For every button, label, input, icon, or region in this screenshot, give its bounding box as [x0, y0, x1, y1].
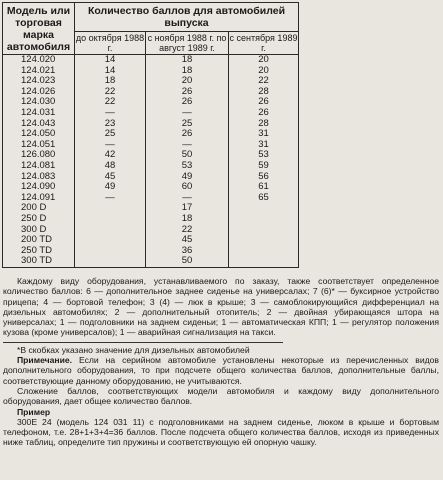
model-cell: 124.026 [3, 87, 75, 98]
model-cell: 124.081 [3, 161, 75, 172]
points-cell-period-3: 22 [229, 76, 299, 87]
table-row [3, 161, 299, 172]
model-cell: 124.043 [3, 119, 75, 130]
points-cell-period-1: 49 [75, 182, 146, 193]
points-cell-period-1 [75, 256, 146, 267]
points-cell-period-2: 18 [146, 55, 229, 66]
points-cell-period-1: 22 [75, 87, 146, 98]
points-cell-period-1: — [75, 193, 146, 204]
model-cell: 124.031 [3, 108, 75, 119]
points-cell-period-1 [75, 225, 146, 236]
points-cell-period-1: 23 [75, 119, 146, 130]
model-cell: 250 D [3, 214, 75, 225]
model-cell: 124.023 [3, 76, 75, 87]
points-cell-period-3 [229, 256, 299, 267]
model-cell: 300 TD [3, 256, 75, 267]
points-cell-period-3 [229, 225, 299, 236]
points-cell-period-2: 25 [146, 119, 229, 130]
points-cell-period-2: 53 [146, 161, 229, 172]
notes-section [3, 276, 439, 448]
period-header-3: с сентября 1989 г. [229, 33, 298, 53]
example-label: Пример [17, 406, 51, 417]
points-cell-period-2: 26 [146, 97, 229, 108]
points-cell-period-3: 28 [229, 87, 299, 98]
model-cell: 124.091 [3, 193, 75, 204]
points-table [2, 2, 299, 268]
model-cell: 124.050 [3, 129, 75, 140]
points-cell-period-2: 17 [146, 203, 229, 214]
points-cell-period-2: 50 [146, 150, 229, 161]
model-cell: 124.021 [3, 66, 75, 77]
points-cell-period-3: 59 [229, 161, 299, 172]
points-cell-period-2: 45 [146, 235, 229, 246]
points-cell-period-1: 14 [75, 55, 146, 66]
points-cell-period-3: 31 [229, 129, 299, 140]
points-cell-period-3: 26 [229, 97, 299, 108]
points-cell-period-1 [75, 235, 146, 246]
table-row [3, 193, 299, 204]
model-cell: 126.080 [3, 150, 75, 161]
sum-paragraph: Сложение баллов, соответствующих модели автомобиля и каждому виду дополнительного оборудования, дает общее количество баллов. [3, 385, 439, 407]
model-cell: 200 D [3, 203, 75, 214]
remark-text: Если на серийном автомобиле установлены некоторые из перечисленных видов дополнительного оборудования, то при подсчете общего количества баллов, дополнительные баллы, соответствующие данному оборудованию, не учитываются. [3, 355, 439, 386]
period-header-1: до октября 1988 г. [75, 33, 145, 53]
table-row [3, 108, 299, 119]
table-row [3, 55, 299, 66]
table-row [3, 256, 299, 267]
points-cell-period-1: — [75, 140, 146, 151]
points-cell-period-2: 18 [146, 214, 229, 225]
points-cell-period-3: 26 [229, 108, 299, 119]
points-cell-period-2: — [146, 140, 229, 151]
points-cell-period-1: 14 [75, 66, 146, 77]
points-cell-period-2: 36 [146, 246, 229, 257]
remark-label: Примечание. [17, 355, 73, 366]
points-cell-period-2: 22 [146, 225, 229, 236]
model-cell: 124.083 [3, 172, 75, 183]
points-cell-period-1: — [75, 108, 146, 119]
points-cell-period-3: 20 [229, 66, 299, 77]
points-cell-period-2: 50 [146, 256, 229, 267]
table-row [3, 214, 299, 225]
points-cell-period-1: 18 [75, 76, 146, 87]
model-cell: 124.051 [3, 140, 75, 151]
points-cell-period-2: — [146, 108, 229, 119]
points-cell-period-1 [75, 203, 146, 214]
points-group-header: Количество баллов для автомобилей выпуска [75, 3, 299, 32]
points-cell-period-1: 22 [75, 97, 146, 108]
table-row [3, 203, 299, 214]
points-cell-period-1: 48 [75, 161, 146, 172]
model-cell: 124.030 [3, 97, 75, 108]
model-cell: 300 D [3, 225, 75, 236]
points-cell-period-2: 49 [146, 172, 229, 183]
remark-paragraph [3, 355, 439, 386]
points-cell-period-1: 45 [75, 172, 146, 183]
points-cell-period-3: 20 [229, 55, 299, 66]
points-cell-period-1: 25 [75, 129, 146, 140]
points-cell-period-2: 60 [146, 182, 229, 193]
points-cell-period-3: 56 [229, 172, 299, 183]
example-text: 300E 24 (модель 124 031 11) с подголовниками на заднем сиденье, люком в крыше и бортовым телефоном, т.е. 28+1+3+4=36 баллов. После подсчета общего количества баллов, исходя из приведенных ниже таблиц, определите тип пружины и соответствующую ей опорную чашку. [3, 416, 439, 448]
points-cell-period-3 [229, 246, 299, 257]
points-cell-period-3: 61 [229, 182, 299, 193]
points-cell-period-3: 65 [229, 193, 299, 204]
points-cell-period-2: 20 [146, 76, 229, 87]
points-cell-period-2: 26 [146, 129, 229, 140]
points-cell-period-3 [229, 203, 299, 214]
equipment-points-paragraph: Каждому виду оборудования, устанавливаемого по заказу, также соответствует определенное количество баллов: 6 — дополнительное заднее сиденье на универсалах; 7 (6)* — буксирное устройство прицепа; 4 — бортовой телефон; 3 (4) — люк в крыше; 3 — самоблокирующийся дифференциал на дизельных автомобилях; 2 — дополнительный отопитель; 2 — двойная убирающаяся штора на универсалах; 1 — подголовники на заднем сиденьи; 1 — автоматическая КПП; 1 — регулятор положения кузова (кроме универсалов); 1 — аварийная сигнализация на такси. [3, 276, 439, 338]
model-cell: 250 TD [3, 246, 75, 257]
points-table-wrapper [2, 2, 299, 268]
period-header-2: с ноября 1988 г. по август 1989 г. [146, 32, 229, 55]
model-cell: 124.090 [3, 182, 75, 193]
model-cell: 124.020 [3, 55, 75, 66]
points-cell-period-1: 42 [75, 150, 146, 161]
footnote-divider [3, 342, 283, 343]
points-cell-period-1 [75, 246, 146, 257]
footnote: *В скобках указано значение для дизельных автомобилей [17, 344, 250, 355]
points-cell-period-3 [229, 214, 299, 225]
points-cell-period-3 [229, 235, 299, 246]
points-cell-period-2: 26 [146, 87, 229, 98]
points-cell-period-3: 31 [229, 140, 299, 151]
points-cell-period-3: 53 [229, 150, 299, 161]
model-cell: 200 TD [3, 235, 75, 246]
points-cell-period-3: 28 [229, 119, 299, 130]
model-column-header: Модель или торговая марка автомобиля [3, 3, 75, 55]
points-table-body [3, 55, 299, 268]
points-cell-period-1 [75, 214, 146, 225]
points-cell-period-2: — [146, 193, 229, 204]
points-cell-period-2: 18 [146, 66, 229, 77]
